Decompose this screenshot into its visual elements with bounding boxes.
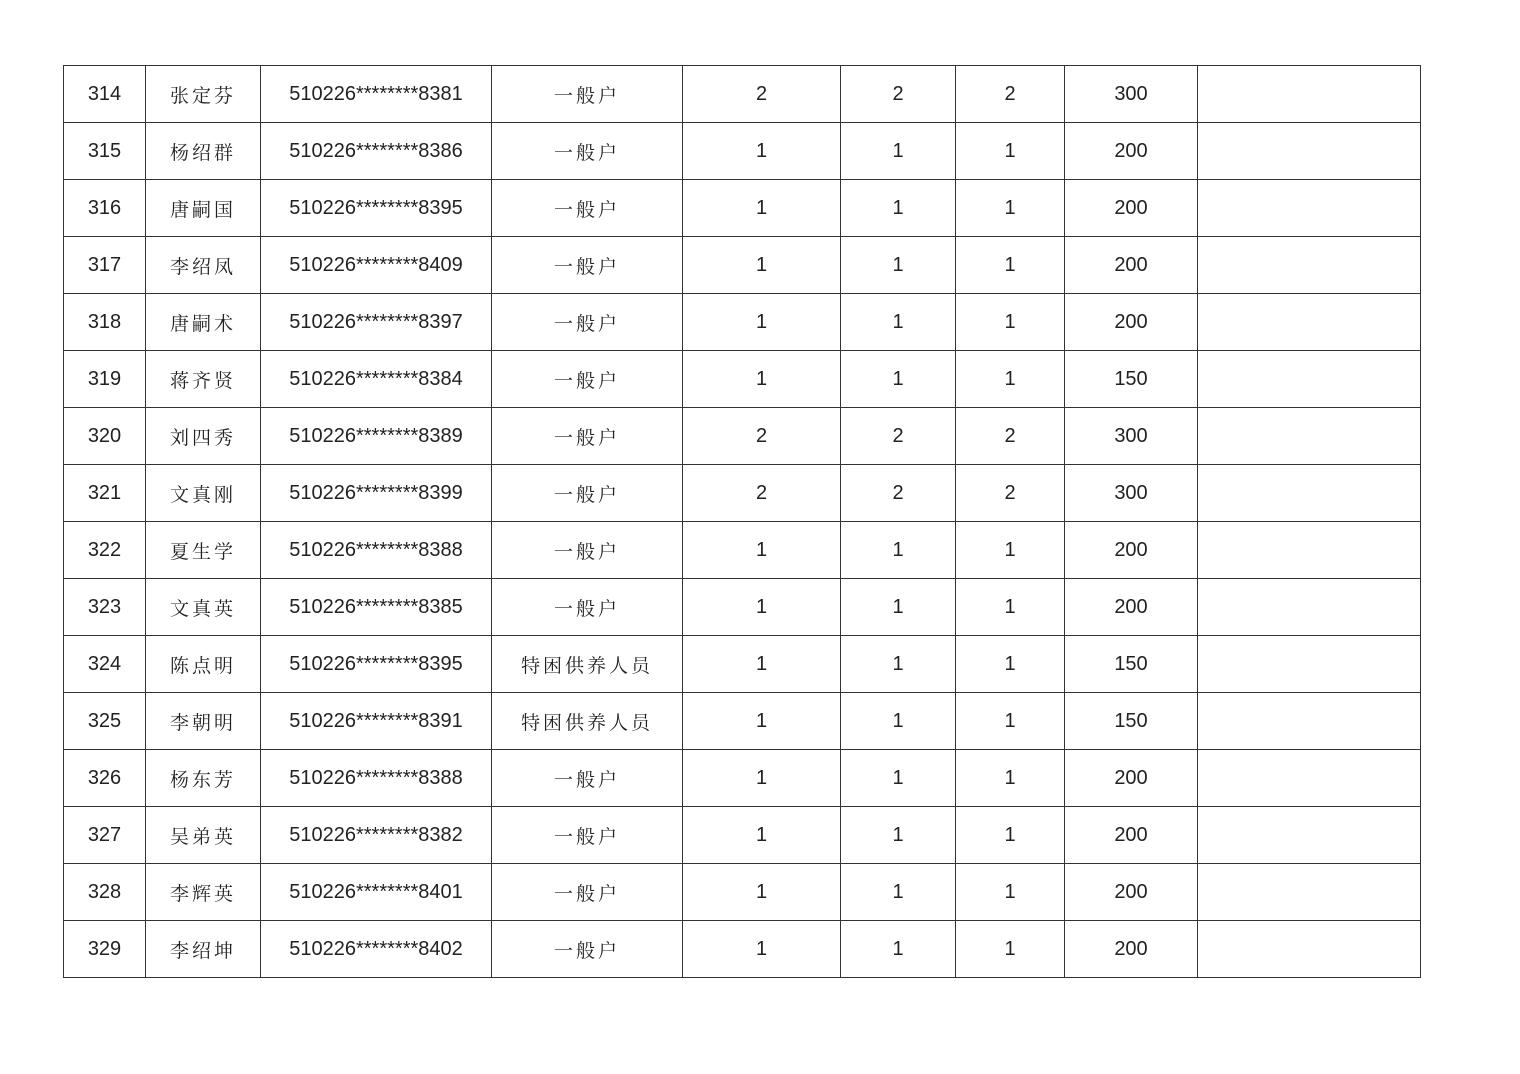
cell-count-2: 1 bbox=[841, 921, 956, 978]
cell-id-number: 510226********8402 bbox=[261, 921, 492, 978]
cell-note bbox=[1198, 351, 1421, 408]
cell-count-3: 1 bbox=[956, 864, 1065, 921]
cell-count-2: 1 bbox=[841, 522, 956, 579]
cell-note bbox=[1198, 408, 1421, 465]
cell-count-2: 1 bbox=[841, 693, 956, 750]
cell-count-2: 1 bbox=[841, 579, 956, 636]
cell-name: 文真英 bbox=[146, 579, 261, 636]
cell-row-number: 320 bbox=[64, 408, 146, 465]
cell-amount: 150 bbox=[1065, 636, 1198, 693]
cell-name: 文真刚 bbox=[146, 465, 261, 522]
cell-count-3: 1 bbox=[956, 750, 1065, 807]
cell-id-number: 510226********8409 bbox=[261, 237, 492, 294]
cell-amount: 200 bbox=[1065, 237, 1198, 294]
cell-count-1: 1 bbox=[683, 636, 841, 693]
table-row bbox=[64, 123, 1421, 180]
cell-note bbox=[1198, 66, 1421, 123]
table-row bbox=[64, 693, 1421, 750]
cell-amount: 200 bbox=[1065, 864, 1198, 921]
cell-row-number: 321 bbox=[64, 465, 146, 522]
cell-id-number: 510226********8388 bbox=[261, 750, 492, 807]
cell-name: 李绍坤 bbox=[146, 921, 261, 978]
cell-amount: 200 bbox=[1065, 750, 1198, 807]
cell-household-type: 一般户 bbox=[492, 123, 683, 180]
cell-name: 李辉英 bbox=[146, 864, 261, 921]
cell-count-1: 1 bbox=[683, 807, 841, 864]
cell-count-1: 1 bbox=[683, 921, 841, 978]
cell-name: 吴弟英 bbox=[146, 807, 261, 864]
cell-count-2: 1 bbox=[841, 237, 956, 294]
cell-id-number: 510226********8385 bbox=[261, 579, 492, 636]
cell-id-number: 510226********8395 bbox=[261, 180, 492, 237]
table-row bbox=[64, 465, 1421, 522]
cell-amount: 200 bbox=[1065, 522, 1198, 579]
cell-count-1: 1 bbox=[683, 351, 841, 408]
cell-amount: 200 bbox=[1065, 123, 1198, 180]
cell-name: 张定芬 bbox=[146, 66, 261, 123]
cell-count-1: 2 bbox=[683, 465, 841, 522]
cell-count-1: 1 bbox=[683, 750, 841, 807]
cell-note bbox=[1198, 180, 1421, 237]
cell-count-2: 2 bbox=[841, 465, 956, 522]
cell-count-3: 1 bbox=[956, 693, 1065, 750]
cell-id-number: 510226********8388 bbox=[261, 522, 492, 579]
cell-row-number: 319 bbox=[64, 351, 146, 408]
cell-name: 陈点明 bbox=[146, 636, 261, 693]
cell-note bbox=[1198, 579, 1421, 636]
cell-count-2: 1 bbox=[841, 636, 956, 693]
cell-amount: 300 bbox=[1065, 465, 1198, 522]
table-body bbox=[64, 66, 1421, 978]
cell-count-3: 1 bbox=[956, 123, 1065, 180]
cell-name: 唐嗣国 bbox=[146, 180, 261, 237]
cell-note bbox=[1198, 123, 1421, 180]
cell-row-number: 326 bbox=[64, 750, 146, 807]
cell-amount: 150 bbox=[1065, 351, 1198, 408]
cell-note bbox=[1198, 636, 1421, 693]
cell-household-type: 一般户 bbox=[492, 864, 683, 921]
cell-count-1: 2 bbox=[683, 408, 841, 465]
cell-household-type: 一般户 bbox=[492, 750, 683, 807]
cell-household-type: 一般户 bbox=[492, 66, 683, 123]
cell-id-number: 510226********8397 bbox=[261, 294, 492, 351]
table-row bbox=[64, 351, 1421, 408]
cell-row-number: 329 bbox=[64, 921, 146, 978]
cell-row-number: 315 bbox=[64, 123, 146, 180]
cell-count-1: 1 bbox=[683, 180, 841, 237]
cell-household-type: 一般户 bbox=[492, 522, 683, 579]
cell-count-2: 1 bbox=[841, 351, 956, 408]
cell-row-number: 317 bbox=[64, 237, 146, 294]
cell-household-type: 一般户 bbox=[492, 180, 683, 237]
cell-id-number: 510226********8384 bbox=[261, 351, 492, 408]
cell-household-type: 一般户 bbox=[492, 408, 683, 465]
cell-note bbox=[1198, 807, 1421, 864]
cell-household-type: 一般户 bbox=[492, 351, 683, 408]
cell-note bbox=[1198, 864, 1421, 921]
cell-count-3: 2 bbox=[956, 465, 1065, 522]
cell-name: 夏生学 bbox=[146, 522, 261, 579]
cell-amount: 200 bbox=[1065, 807, 1198, 864]
cell-household-type: 一般户 bbox=[492, 579, 683, 636]
table-row bbox=[64, 921, 1421, 978]
cell-count-1: 1 bbox=[683, 864, 841, 921]
table-row bbox=[64, 636, 1421, 693]
cell-count-3: 1 bbox=[956, 180, 1065, 237]
cell-name: 杨绍群 bbox=[146, 123, 261, 180]
table-row bbox=[64, 522, 1421, 579]
cell-note bbox=[1198, 921, 1421, 978]
cell-name: 杨东芳 bbox=[146, 750, 261, 807]
cell-count-1: 1 bbox=[683, 693, 841, 750]
cell-name: 李绍凤 bbox=[146, 237, 261, 294]
cell-household-type: 一般户 bbox=[492, 237, 683, 294]
cell-count-1: 1 bbox=[683, 522, 841, 579]
cell-count-2: 1 bbox=[841, 180, 956, 237]
cell-count-3: 1 bbox=[956, 636, 1065, 693]
cell-row-number: 325 bbox=[64, 693, 146, 750]
cell-count-3: 2 bbox=[956, 408, 1065, 465]
cell-count-3: 1 bbox=[956, 921, 1065, 978]
cell-note bbox=[1198, 294, 1421, 351]
table-row bbox=[64, 807, 1421, 864]
cell-id-number: 510226********8391 bbox=[261, 693, 492, 750]
cell-id-number: 510226********8395 bbox=[261, 636, 492, 693]
cell-amount: 300 bbox=[1065, 66, 1198, 123]
cell-count-3: 1 bbox=[956, 807, 1065, 864]
cell-name: 蒋齐贤 bbox=[146, 351, 261, 408]
cell-id-number: 510226********8382 bbox=[261, 807, 492, 864]
table-row bbox=[64, 750, 1421, 807]
cell-amount: 150 bbox=[1065, 693, 1198, 750]
cell-note bbox=[1198, 750, 1421, 807]
cell-household-type: 一般户 bbox=[492, 807, 683, 864]
document-table-container bbox=[63, 65, 1421, 978]
cell-count-1: 1 bbox=[683, 294, 841, 351]
cell-count-1: 2 bbox=[683, 66, 841, 123]
cell-count-2: 1 bbox=[841, 750, 956, 807]
cell-count-3: 1 bbox=[956, 522, 1065, 579]
cell-note bbox=[1198, 522, 1421, 579]
cell-amount: 200 bbox=[1065, 579, 1198, 636]
cell-row-number: 316 bbox=[64, 180, 146, 237]
cell-row-number: 322 bbox=[64, 522, 146, 579]
cell-household-type: 特困供养人员 bbox=[492, 693, 683, 750]
cell-count-2: 2 bbox=[841, 66, 956, 123]
cell-count-2: 2 bbox=[841, 408, 956, 465]
cell-count-3: 2 bbox=[956, 66, 1065, 123]
table-row bbox=[64, 408, 1421, 465]
cell-count-1: 1 bbox=[683, 237, 841, 294]
beneficiary-table bbox=[63, 65, 1421, 978]
cell-count-2: 1 bbox=[841, 123, 956, 180]
cell-count-3: 1 bbox=[956, 294, 1065, 351]
cell-note bbox=[1198, 465, 1421, 522]
cell-id-number: 510226********8386 bbox=[261, 123, 492, 180]
cell-id-number: 510226********8381 bbox=[261, 66, 492, 123]
cell-id-number: 510226********8401 bbox=[261, 864, 492, 921]
cell-row-number: 323 bbox=[64, 579, 146, 636]
cell-row-number: 328 bbox=[64, 864, 146, 921]
table-row bbox=[64, 66, 1421, 123]
table-row bbox=[64, 579, 1421, 636]
table-row bbox=[64, 294, 1421, 351]
cell-count-1: 1 bbox=[683, 579, 841, 636]
cell-count-1: 1 bbox=[683, 123, 841, 180]
cell-household-type: 一般户 bbox=[492, 465, 683, 522]
table-row bbox=[64, 864, 1421, 921]
cell-count-3: 1 bbox=[956, 351, 1065, 408]
cell-row-number: 318 bbox=[64, 294, 146, 351]
cell-note bbox=[1198, 237, 1421, 294]
cell-household-type: 一般户 bbox=[492, 294, 683, 351]
cell-id-number: 510226********8389 bbox=[261, 408, 492, 465]
cell-amount: 200 bbox=[1065, 921, 1198, 978]
cell-household-type: 一般户 bbox=[492, 921, 683, 978]
cell-amount: 200 bbox=[1065, 294, 1198, 351]
cell-id-number: 510226********8399 bbox=[261, 465, 492, 522]
cell-count-3: 1 bbox=[956, 579, 1065, 636]
cell-row-number: 327 bbox=[64, 807, 146, 864]
cell-note bbox=[1198, 693, 1421, 750]
cell-name: 李朝明 bbox=[146, 693, 261, 750]
cell-count-2: 1 bbox=[841, 864, 956, 921]
cell-name: 唐嗣术 bbox=[146, 294, 261, 351]
table-row bbox=[64, 237, 1421, 294]
cell-household-type: 特困供养人员 bbox=[492, 636, 683, 693]
cell-amount: 200 bbox=[1065, 180, 1198, 237]
table-row bbox=[64, 180, 1421, 237]
cell-name: 刘四秀 bbox=[146, 408, 261, 465]
cell-count-2: 1 bbox=[841, 807, 956, 864]
cell-row-number: 314 bbox=[64, 66, 146, 123]
cell-amount: 300 bbox=[1065, 408, 1198, 465]
cell-row-number: 324 bbox=[64, 636, 146, 693]
cell-count-3: 1 bbox=[956, 237, 1065, 294]
cell-count-2: 1 bbox=[841, 294, 956, 351]
